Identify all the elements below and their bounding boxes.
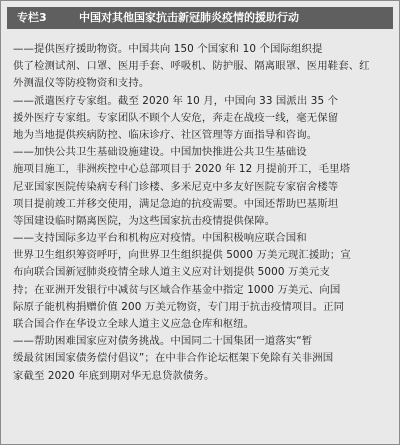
text-line: 援外医疗专家组。专家团队不顾个人安危，奔走在战疫一线，毫无保留 [13,111,339,124]
text-line: 家截至 2020 年底到期对华无息贷款债务。 [13,369,215,382]
text-line: 世界卫生组织筹资呼吁，向世界卫生组织提供 5000 万美元现汇援助；宣 [13,249,351,262]
text-line: ——支持国际多边平台和机构应对疫情。中国积极响应联合国和 [13,232,307,245]
text-line: ——提供医疗援助物资。中国共向 150 个国家和 10 个国际组织提 [13,43,323,55]
box-header [7,7,393,29]
text-line: ——加快公共卫生基础设施建设。中国加快推进公共卫生基础设 [13,146,307,159]
text-line: ——派遣医疗专家组。截至 2020 年 10 月，中国向 33 国派出 35 个 [13,94,339,107]
column-tag: 专栏3 [17,11,47,24]
text-line: 外测温仪等防疫物资和支持。 [13,77,150,90]
text-line: 联合国合作在华设立全球人道主义应急仓库和枢纽。 [13,318,255,330]
text-line: 际原子能机构捐赠价值 200 万美元物资，专门用于抗击疫情项目。正同 [13,300,345,313]
box-body [13,41,389,385]
text-line: 地为当地提供疾病防控、临床诊疗、社区管理等方面指导和咨询。 [13,128,318,141]
text-line: 缓最贫困国家债务偿付倡议”；在中非合作论坛框架下免除有关非洲国 [13,352,334,365]
box-title: 中国对其他国家抗击新冠肺炎疫情的援助行动 [79,11,299,24]
text-line: 项目提前竣工并移交使用，满足急迫的抗疫需要。中国还帮助巴基斯坦 [13,197,339,210]
text-line: 施项目施工，非洲疾控中心总部项目于 2020 年 12 月提前开工，毛里塔 [13,163,351,176]
text-line: 尼亚国家医院传染病专科门诊楼、多米尼克中多友好医院专家宿舍楼等 [13,180,339,193]
text-line: 供了检测试剂、口罩、医用手套、呼吸机、防护服、隔离眼罩、医用鞋套、红 [13,60,370,73]
text-line: 持；在亚洲开发银行中减贫与区域合作基金中指定 1000 万美元、向国 [13,283,341,296]
text-line: ——帮助困难国家应对债务挑战。中国同二十国集团一道落实“暂 [13,335,313,348]
text-line: 布向联合国新冠肺炎疫情全球人道主义应对计划提供 5000 万美元支 [13,266,330,279]
text-line: 等国建设临时隔离医院，为这些国家抗击疫情提供保障。 [13,214,276,227]
